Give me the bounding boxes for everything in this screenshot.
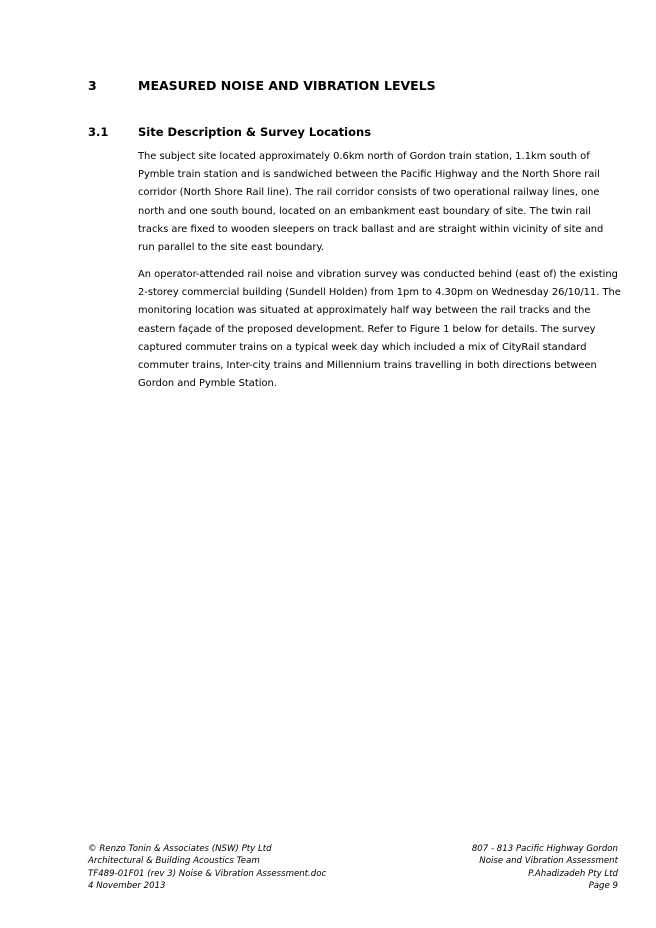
footer-project-address: 807 - 813 Pacific Highway Gordon <box>471 844 618 854</box>
body-paragraph-survey: An operator-attended rail noise and vibration survey was conducted behind (east of) the existing 2-storey commercial building (Sundell Holden) from 1pm to 4.30pm on Wednesday 26/10/11. The monitoring location was situated at approximately half way between the rail tracks and the eastern façade of the proposed development. Refer to Figure 1 below for details. The survey captured commuter trains on a typical week day which included a mix of CityRail standard commuter trains, Inter-city trains and Millennium trains travelling in both directions between Gordon and Pymble Station. <box>138 269 621 390</box>
footer-company: © Renzo Tonin & Associates (NSW) Pty Ltd <box>88 844 272 854</box>
subsection-heading <box>0 123 656 141</box>
subsection-title: Site Description & Survey Locations <box>138 125 372 139</box>
footer-team: Architectural & Building Acoustics Team <box>88 856 260 867</box>
subsection-number: 3.1 <box>88 125 109 139</box>
footer-left <box>88 843 388 893</box>
body-paragraph-site-description: The subject site located approximately 0.6km north of Gordon train station, 1.1km south of Pymble train station and is sandwiched between the Pacific Highway and the North Shore rail corridor (North Shore Rail line). The rail corridor consists of two operational railway lines, one north and one south bound, located on an embankment east boundary of site. The twin rail tracks are fixed to wooden sleepers on track ballast and are straight within vicinity of site and run parallel to the site east boundary. <box>138 151 604 254</box>
footer-date: 4 November 2013 <box>88 881 166 892</box>
section-title: MEASURED NOISE AND VIBRATION LEVELS <box>138 78 436 93</box>
footer-right <box>358 843 618 893</box>
section-heading <box>0 77 656 95</box>
section-number: 3 <box>88 78 97 93</box>
footer-client: P.Ahadizadeh Pty Ltd <box>528 868 618 879</box>
footer-filename: TF489-01F01 (rev 3) Noise & Vibration Assessment.doc <box>88 868 327 879</box>
footer-page-number: Page 9 <box>588 881 618 892</box>
footer-report-title: Noise and Vibration Assessment <box>479 856 618 867</box>
